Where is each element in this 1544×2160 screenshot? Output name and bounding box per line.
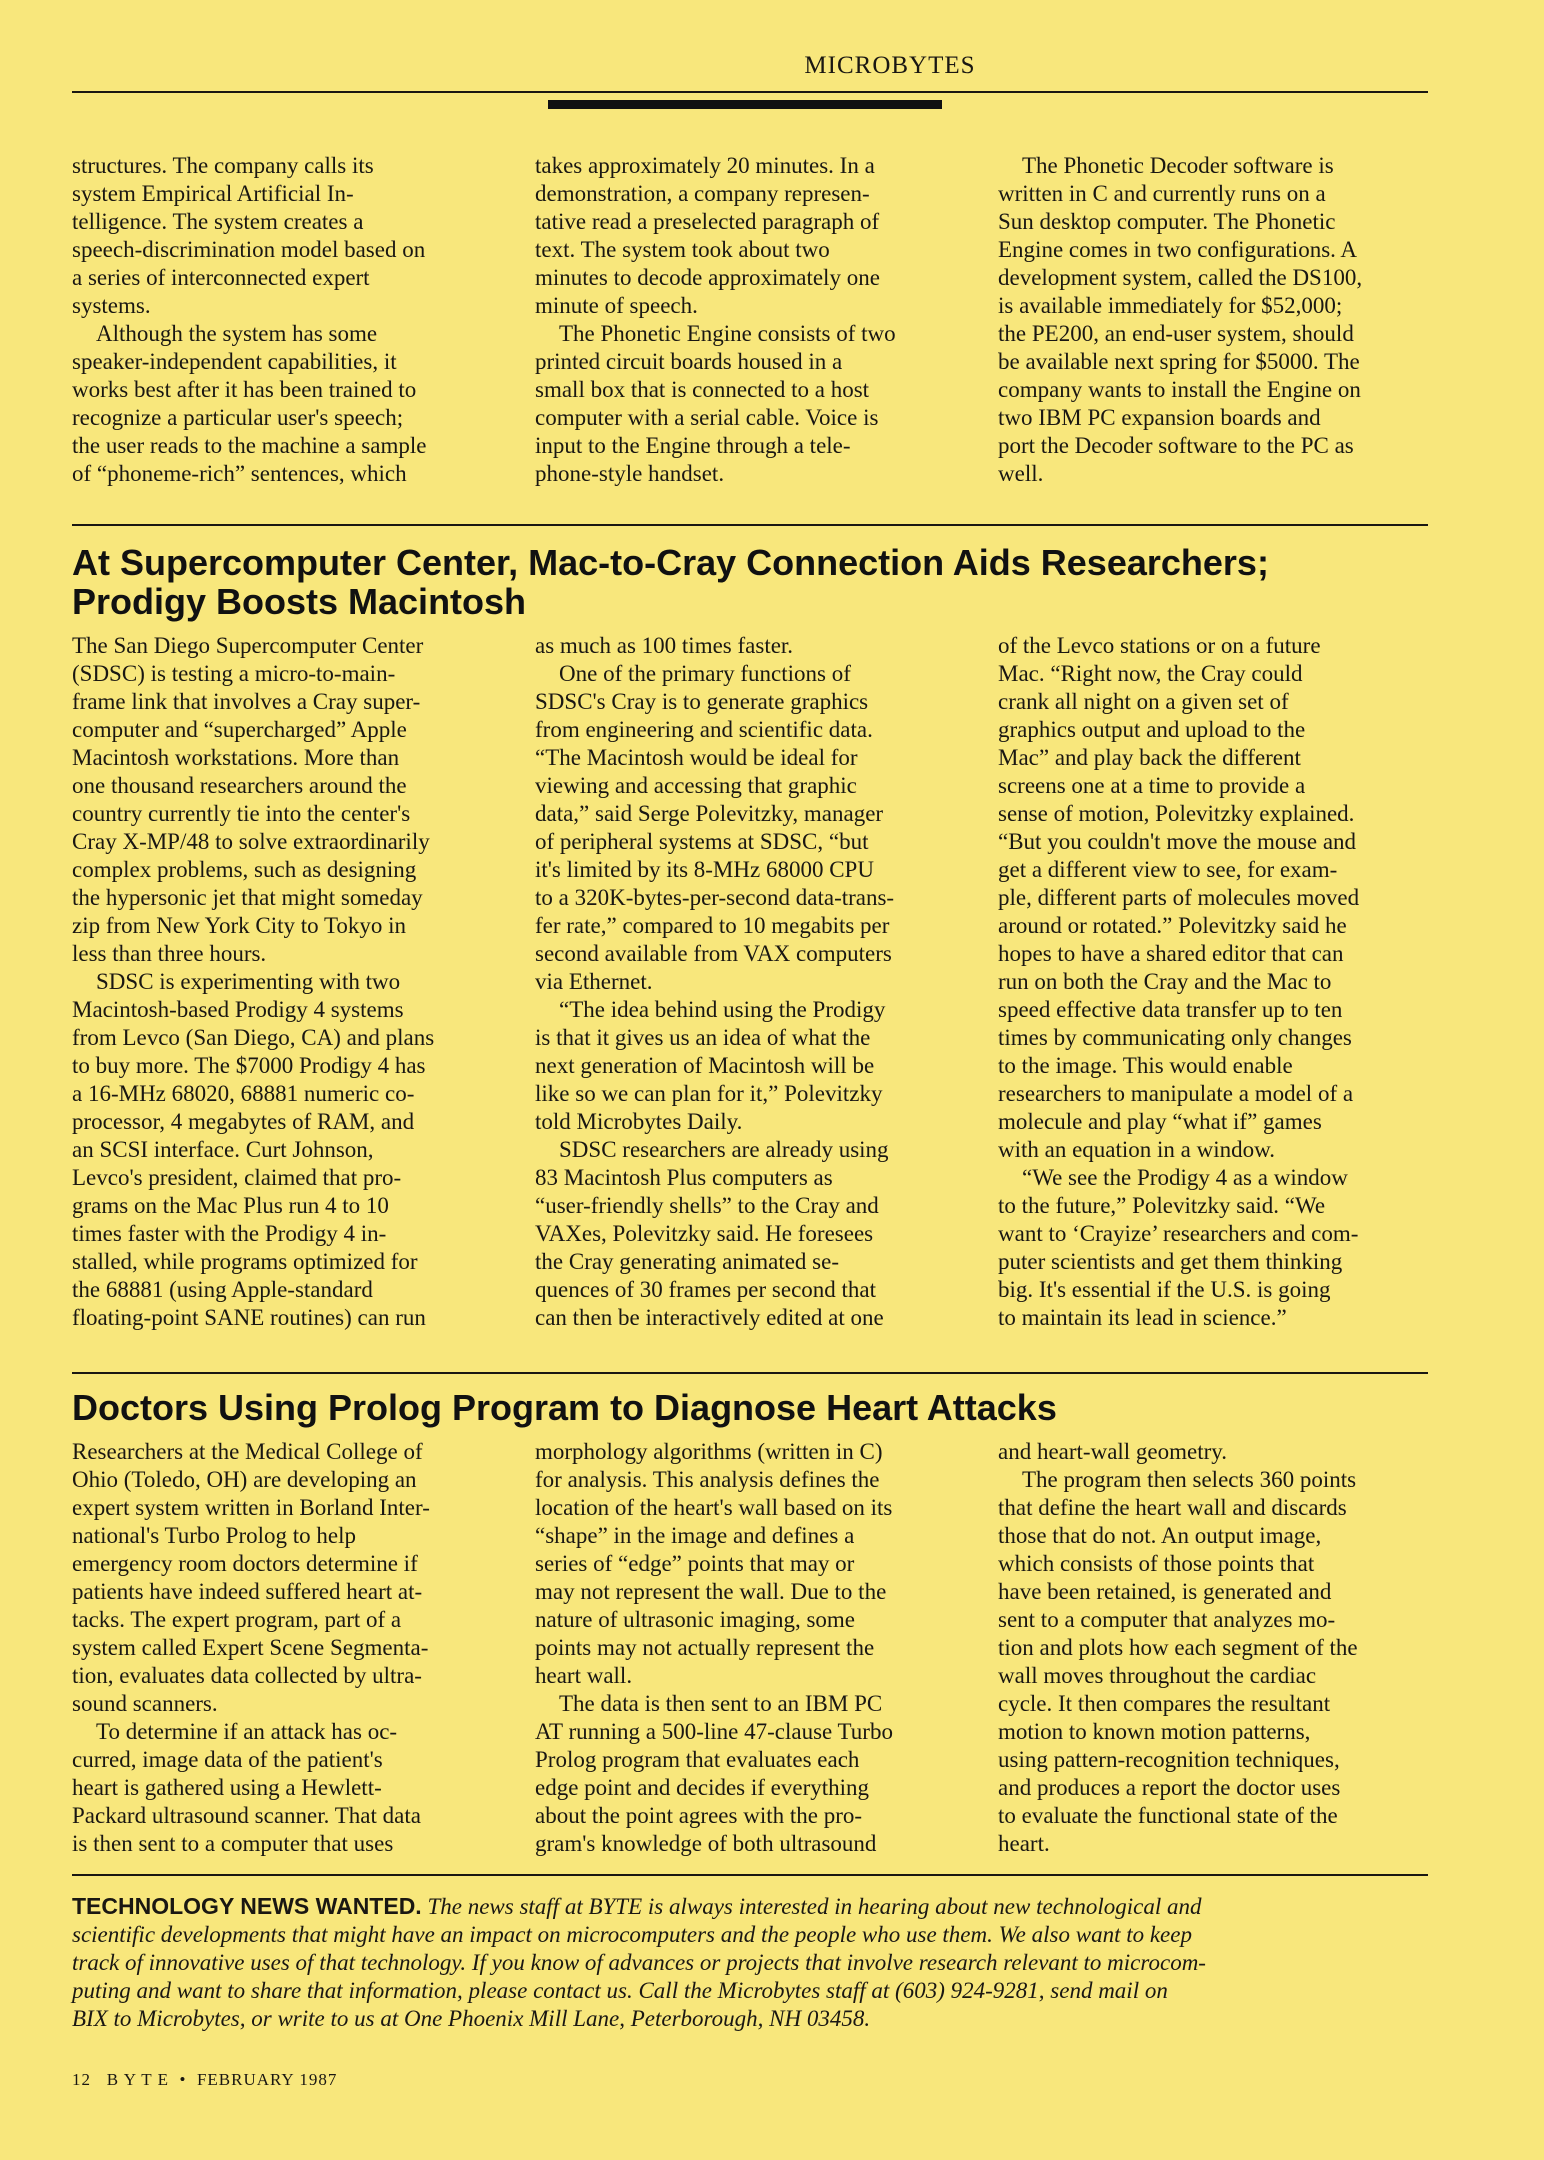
text-line: it's limited by its 8-MHz 68000 CPU [535, 857, 874, 882]
text-line: series of “edge” points that may or [535, 1551, 855, 1576]
headline-line: Doctors Using Prolog Program to Diagnose Heart Attacks [72, 1387, 1057, 1428]
text-line: processor, 4 megabytes of RAM, and [72, 1109, 415, 1134]
text-line: times by communicating only changes [998, 1025, 1352, 1050]
paragraph [535, 1438, 975, 1690]
text-line: The Phonetic Decoder software is [1022, 153, 1334, 178]
text-line: heart wall. [535, 1663, 633, 1688]
paragraph [535, 1690, 975, 1858]
text-line: nature of ultrasonic imaging, some [535, 1607, 856, 1632]
text-line: gram's knowledge of both ultrasound [535, 1831, 877, 1856]
text-line: development system, called the DS100, [998, 265, 1363, 290]
text-line: To determine if an attack has oc- [96, 1719, 398, 1744]
text-line: told Microbytes Daily. [535, 1109, 743, 1134]
text-line: for analysis. This analysis defines the [535, 1467, 880, 1492]
text-line: crank all night on a given set of [998, 689, 1289, 714]
text-line: of “phoneme-rich” sentences, which [72, 461, 407, 486]
text-line: from Levco (San Diego, CA) and plans [72, 1025, 435, 1050]
news-box-line: scientific developments that might have an impact on microcomputers and the people who use them. We also want to keep [72, 1922, 1192, 1947]
text-line: printed circuit boards housed in a [535, 349, 843, 374]
text-line: minutes to decode approximately one [535, 265, 880, 290]
text-line: zip from New York City to Tokyo in [72, 913, 407, 938]
text-line: heart is gathered using a Hewlett- [72, 1775, 382, 1800]
article-headline [72, 1388, 1057, 1427]
text-line: about the point agrees with the pro- [535, 1803, 863, 1828]
text-line: tative read a preselected paragraph of [535, 209, 880, 234]
column [998, 152, 1438, 488]
text-line: from engineering and scientific data. [535, 717, 873, 742]
text-line: to the future,” Polevitzky said. “We [998, 1193, 1326, 1218]
text-line: Macintosh workstations. More than [72, 745, 400, 770]
text-line: graphics output and upload to the [998, 717, 1306, 742]
text-line: molecule and play “what if” games [998, 1109, 1322, 1134]
text-line: floating-point SANE routines) can run [72, 1305, 426, 1330]
text-line: country currently tie into the center's [72, 801, 411, 826]
text-line: VAXes, Polevitzky said. He foresees [535, 1221, 874, 1246]
text-line: quences of 30 frames per second that [535, 1277, 877, 1302]
text-line: a series of interconnected expert [72, 265, 370, 290]
text-line: national's Turbo Prolog to help [72, 1523, 356, 1548]
text-line: tacks. The expert program, part of a [72, 1607, 402, 1632]
text-line: morphology algorithms (written in C) [535, 1439, 883, 1464]
text-line: Cray X-MP/48 to solve extraordinarily [72, 829, 430, 854]
news-box-line: track of innovative uses of that technology. If you know of advances or projects that involve research relevant to microcom- [72, 1950, 1206, 1975]
text-line: well. [998, 461, 1044, 486]
text-line: motion to known motion patterns, [998, 1719, 1311, 1744]
text-line: the 68881 (using Apple-standard [72, 1277, 373, 1302]
text-line: with an equation in a window. [998, 1137, 1276, 1162]
text-line: is available immediately for $52,000; [998, 293, 1343, 318]
text-line: computer with a serial cable. Voice is [535, 405, 879, 430]
text-line: points may not actually represent the [535, 1635, 875, 1660]
text-line: is then sent to a computer that uses [72, 1831, 394, 1856]
text-line: The San Diego Supercomputer Center [72, 633, 424, 658]
text-line: the PE200, an end-user system, should [998, 321, 1354, 346]
text-line: that define the heart wall and discards [998, 1495, 1347, 1520]
text-line: Mac” and play back the different [998, 745, 1301, 770]
paragraph [998, 1438, 1438, 1466]
text-line: speed effective data transfer up to ten [998, 997, 1343, 1022]
text-line: Ohio (Toledo, OH) are developing an [72, 1467, 417, 1492]
text-line: The data is then sent to an IBM PC [559, 1691, 883, 1716]
text-line: Although the system has some [96, 321, 378, 346]
text-line: SDSC researchers are already using [559, 1137, 889, 1162]
text-line: speaker-independent capabilities, it [72, 349, 397, 374]
text-line: those that do not. An output image, [998, 1523, 1322, 1548]
text-line: “We see the Prodigy 4 as a window [1022, 1165, 1348, 1190]
text-line: viewing and accessing that graphic [535, 773, 857, 798]
column [72, 632, 512, 1332]
text-line: screens one at a time to provide a [998, 773, 1306, 798]
text-line: SDSC's Cray is to generate graphics [535, 689, 869, 714]
text-line: want to ‘Crayize’ researchers and com- [998, 1221, 1359, 1246]
column [998, 1438, 1438, 1858]
paragraph [535, 660, 975, 996]
text-line: Researchers at the Medical College of [72, 1439, 423, 1464]
header-rule [72, 91, 1428, 93]
news-box-line: BIX to Microbytes, or write to us at One Phoenix Mill Lane, Peterborough, NH 03458. [72, 2006, 871, 2031]
text-line: is that it gives us an idea of what the [535, 1025, 871, 1050]
text-line: sense of motion, Polevitzky explained. [998, 801, 1355, 826]
text-line: times faster with the Prodigy 4 in- [72, 1221, 387, 1246]
text-line: Levco's president, claimed that pro- [72, 1165, 402, 1190]
paragraph [535, 320, 975, 488]
text-line: tion and plots how each segment of the [998, 1635, 1358, 1660]
text-line: sent to a computer that analyzes mo- [998, 1607, 1336, 1632]
text-line: hopes to have a shared editor that can [998, 941, 1344, 966]
text-line: grams on the Mac Plus run 4 to 10 [72, 1193, 389, 1218]
article-headline [72, 543, 1269, 621]
news-box-line: puting and want to share that information, please contact us. Call the Microbytes staff at (603) 924-9281, send mail on [72, 1978, 1168, 2003]
headline-line: Prodigy Boosts Macintosh [72, 581, 527, 622]
paragraph [998, 1466, 1438, 1858]
text-line: big. It's essential if the U.S. is going [998, 1277, 1331, 1302]
text-line: computer and “supercharged” Apple [72, 717, 407, 742]
text-line: Sun desktop computer. The Phonetic [998, 209, 1336, 234]
text-line: to buy more. The $7000 Prodigy 4 has [72, 1053, 426, 1078]
text-line: run on both the Cray and the Mac to [998, 969, 1332, 994]
text-line: stalled, while programs optimized for [72, 1249, 418, 1274]
text-line: AT running a 500-line 47-clause Turbo [535, 1719, 893, 1744]
text-line: as much as 100 times faster. [535, 633, 794, 658]
text-line: emergency room doctors determine if [72, 1551, 418, 1576]
section-rule [72, 1372, 1428, 1374]
paragraph [998, 1164, 1438, 1332]
paragraph [535, 996, 975, 1136]
page-footer [72, 2070, 337, 2090]
section-rule [72, 524, 1428, 526]
text-line: patients have indeed suffered heart at- [72, 1579, 423, 1604]
text-line: researchers to manipulate a model of a [998, 1081, 1354, 1106]
text-line: around or rotated.” Polevitzky said he [998, 913, 1347, 938]
text-line: Engine comes in two configurations. A [998, 237, 1357, 262]
text-line: written in C and currently runs on a [998, 181, 1326, 206]
paragraph [72, 632, 512, 968]
text-line: Mac. “Right now, the Cray could [998, 661, 1303, 686]
text-line: to the image. This would enable [998, 1053, 1293, 1078]
column [72, 152, 512, 488]
text-line: takes approximately 20 minutes. In a [535, 153, 875, 178]
page-number: 12 [72, 2070, 91, 2089]
text-line: input to the Engine through a tele- [535, 433, 851, 458]
paragraph [535, 1136, 975, 1332]
text-line: ple, different parts of molecules moved [998, 885, 1360, 910]
text-line: demonstration, a company represen- [535, 181, 870, 206]
text-line: data,” said Serge Polevitzky, manager [535, 801, 884, 826]
headline-line: At Supercomputer Center, Mac-to-Cray Connection Aids Researchers; [72, 542, 1269, 583]
paragraph [72, 1438, 512, 1718]
text-line: telligence. The system creates a [72, 209, 364, 234]
text-line: location of the heart's wall based on its [535, 1495, 893, 1520]
text-line: one thousand researchers around the [72, 773, 407, 798]
text-line: “shape” in the image and defines a [535, 1523, 855, 1548]
text-line: sound scanners. [72, 1691, 218, 1716]
text-line: The Phonetic Engine consists of two [559, 321, 896, 346]
text-line: puter scientists and get them thinking [998, 1249, 1343, 1274]
paragraph [535, 152, 975, 320]
text-line: system Empirical Artificial In- [72, 181, 354, 206]
text-line: to a 320K-bytes-per-second data-trans- [535, 885, 895, 910]
text-line: “But you couldn't move the mouse and [998, 829, 1357, 854]
text-line: an SCSI interface. Curt Johnson, [72, 1137, 374, 1162]
text-line: which consists of those points that [998, 1551, 1315, 1576]
text-line: “The Macintosh would be ideal for [535, 745, 858, 770]
section-rule [72, 1874, 1428, 1876]
text-line: second available from VAX computers [535, 941, 892, 966]
text-line: structures. The company calls its [72, 153, 374, 178]
paragraph [72, 152, 512, 320]
text-line: heart. [998, 1831, 1050, 1856]
text-line: can then be interactively edited at one [535, 1305, 884, 1330]
text-line: Prolog program that evaluates each [535, 1747, 860, 1772]
text-line: minute of speech. [535, 293, 698, 318]
text-line: One of the primary functions of [559, 661, 851, 686]
text-line: to maintain its lead in science.” [998, 1305, 1287, 1330]
text-line: SDSC is experimenting with two [96, 969, 401, 994]
text-line: 83 Macintosh Plus computers as [535, 1165, 833, 1190]
text-line: via Ethernet. [535, 969, 653, 994]
text-line: Packard ultrasound scanner. That data [72, 1803, 421, 1828]
column [535, 1438, 975, 1858]
text-line: (SDSC) is testing a micro-to-main- [72, 661, 396, 686]
text-line: wall moves throughout the cardiac [998, 1663, 1317, 1688]
text-line: phone-style handset. [535, 461, 725, 486]
text-line: the Cray generating animated se- [535, 1249, 839, 1274]
text-line: small box that is connected to a host [535, 377, 870, 402]
text-line: “user-friendly shells” to the Cray and [535, 1193, 879, 1218]
news-box-line: The news staff at BYTE is always interested in hearing about new technological and [421, 1894, 1202, 1919]
text-line: a 16-MHz 68020, 68881 numeric co- [72, 1081, 415, 1106]
text-line: of peripheral systems at SDSC, “but [535, 829, 869, 854]
news-wanted-box [72, 1892, 1442, 2033]
text-line: frame link that involves a Cray super- [72, 689, 421, 714]
text-line: system called Expert Scene Segmenta- [72, 1635, 429, 1660]
paragraph [72, 968, 512, 1332]
text-line: less than three hours. [72, 941, 267, 966]
magazine-issue: B Y T E • FEBRUARY 1987 [106, 2070, 338, 2089]
text-line: two IBM PC expansion boards and [998, 405, 1321, 430]
section-label: MICROBYTES [804, 52, 976, 79]
text-line: port the Decoder software to the PC as [998, 433, 1354, 458]
text-line: works best after it has been trained to [72, 377, 417, 402]
text-line: next generation of Macintosh will be [535, 1053, 875, 1078]
text-line: The program then selects 360 points [1022, 1467, 1357, 1492]
text-line: edge point and decides if everything [535, 1775, 870, 1800]
text-line: tion, evaluates data collected by ultra- [72, 1663, 422, 1688]
column [535, 152, 975, 488]
column [998, 632, 1438, 1332]
text-line: and heart-wall geometry. [998, 1439, 1228, 1464]
text-line: cycle. It then compares the resultant [998, 1691, 1331, 1716]
paragraph [72, 1718, 512, 1858]
text-line: have been retained, is generated and [998, 1579, 1332, 1604]
column [535, 632, 975, 1332]
text-line: be available next spring for $5000. The [998, 349, 1360, 374]
paragraph [535, 632, 975, 660]
text-line: and produces a report the doctor uses [998, 1775, 1341, 1800]
paragraph [72, 320, 512, 488]
text-line: the user reads to the machine a sample [72, 433, 427, 458]
text-line: of the Levco stations or on a future [998, 633, 1321, 658]
text-line: company wants to install the Engine on [998, 377, 1361, 402]
header-bar [548, 100, 942, 109]
paragraph [998, 152, 1438, 488]
text-line: complex problems, such as designing [72, 857, 417, 882]
text-line: text. The system took about two [535, 237, 830, 262]
text-line: fer rate,” compared to 10 megabits per [535, 913, 890, 938]
news-box-lead: TECHNOLOGY NEWS WANTED. [72, 1893, 422, 1919]
text-line: recognize a particular user's speech; [72, 405, 404, 430]
text-line: Macintosh-based Prodigy 4 systems [72, 997, 404, 1022]
text-line: may not represent the wall. Due to the [535, 1579, 887, 1604]
text-line: the hypersonic jet that might someday [72, 885, 423, 910]
text-line: to evaluate the functional state of the [998, 1803, 1338, 1828]
text-line: speech-discrimination model based on [72, 237, 426, 262]
text-line: expert system written in Borland Inter- [72, 1495, 430, 1520]
text-line: “The idea behind using the Prodigy [559, 997, 886, 1022]
paragraph [998, 632, 1438, 1164]
column [72, 1438, 512, 1858]
text-line: curred, image data of the patient's [72, 1747, 383, 1772]
text-line: like so we can plan for it,” Polevitzky [535, 1081, 883, 1106]
text-line: using pattern-recognition techniques, [998, 1747, 1340, 1772]
text-line: get a different view to see, for exam- [998, 857, 1338, 882]
text-line: systems. [72, 293, 151, 318]
